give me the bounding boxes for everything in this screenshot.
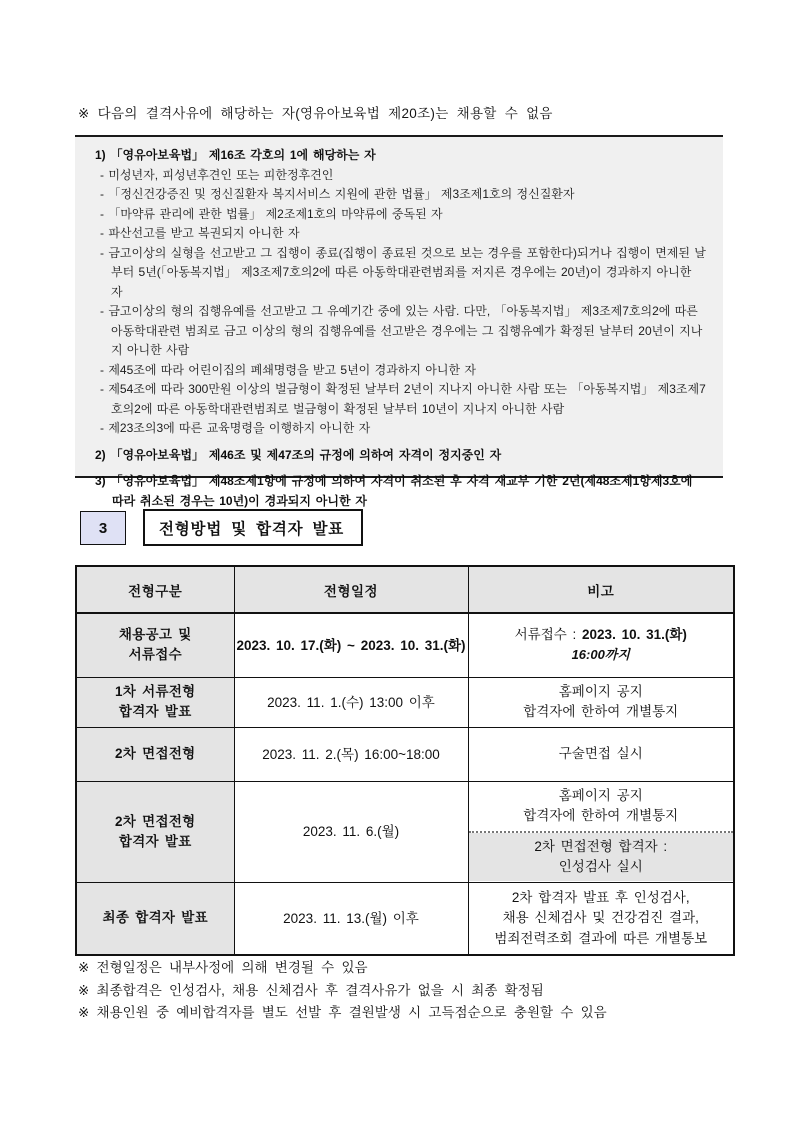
note-line: 2차 합격자 발표 후 인성검사,: [511, 889, 690, 905]
table-row: [76, 677, 734, 727]
cell-category: [76, 613, 234, 677]
column-header-note: 비고: [468, 566, 734, 613]
bullet-item: - 금고이상의 형의 집행유예를 선고받고 그 유예기간 중에 있는 사람. 다만, 「아동복지법」 제3조제7호의2에 따른 아동학대관련 범죄로 금고 이상의 형의 집행유예를 선고받은 경우에는 그 집행유예가 확정된 날부터 20년이 지나지 아니한 사람: [100, 304, 703, 357]
cell-schedule: 2023. 11. 6.(월): [234, 781, 468, 882]
section-title: 전형방법 및 합격자 발표: [143, 509, 363, 546]
cell-category: [76, 882, 234, 955]
note-line: 채용 신체검사 및 건강검진 결과,: [502, 910, 699, 925]
law-item-1-title: 1) 「영유아보육법」 제16조 각호의 1에 해당하는 자: [95, 148, 376, 162]
footnote: ※ 최종합격은 인성검사, 채용 신체검사 후 결격사유가 없을 시 최종 확정됨: [78, 982, 544, 998]
cell-note: [468, 677, 734, 727]
table-row: [76, 882, 734, 955]
selection-schedule-table: [75, 565, 735, 956]
note-prefix: 서류접수 :: [514, 627, 583, 643]
cell-category: [76, 781, 234, 882]
footnote: ※ 전형일정은 내부사정에 의해 변경될 수 있음: [78, 960, 368, 975]
bullet-item: - 「마약류 관리에 관한 법률」 제2조제1호의 마약류에 중독된 자: [100, 206, 443, 221]
note-subcell-top: [469, 782, 734, 831]
table-row: [76, 613, 734, 677]
note-line: 합격자에 한하여 개별통지: [523, 808, 679, 823]
note-line: 홈페이지 공지: [558, 788, 643, 803]
bullet-item: - 제23조의3에 따른 교육명령을 이행하지 아니한 자: [100, 421, 371, 435]
cell-note-split: [468, 781, 734, 882]
cell-schedule: 2023. 11. 13.(월) 이후: [234, 882, 468, 955]
cell-category: [76, 727, 234, 781]
note-line: 구술면접 실시: [558, 746, 643, 761]
bullet-item: - 파산선고를 받고 복권되지 아니한 자: [100, 226, 300, 240]
column-header-schedule: 전형일정: [234, 566, 468, 613]
category-line: 채용공고 및: [118, 627, 192, 643]
category-line: 합격자 발표: [118, 833, 192, 849]
category-line: 2차 면접전형: [114, 746, 196, 761]
cell-note: [468, 613, 734, 677]
category-line: 최종 합격자 발표: [102, 910, 208, 926]
note-subcell-bottom: [469, 833, 734, 881]
cell-schedule: 2023. 11. 2.(목) 16:00~18:00: [234, 727, 468, 781]
law-item-3: 3) 「영유아보육법」 제48조제1항에 규정에 의하여 자격이 취소된 후 자격 재교부 기한 2년(제48조제1항제3호에 따라 취소된 경우는 10년)이 경과되지 아니한 자: [95, 474, 693, 508]
law-item-2: 2) 「영유아보육법」 제46조 및 제47조의 규정에 의하여 자격이 정지중인 자: [95, 447, 502, 462]
table-header-row: [76, 566, 734, 613]
category-line: 합격자 발표: [118, 704, 192, 719]
cell-note: [468, 882, 734, 955]
table-row: [76, 727, 734, 781]
footnotes: [78, 957, 607, 1025]
category-line: 2차 면접전형: [114, 813, 196, 829]
note-deadline-time: 16:00까지: [571, 647, 630, 663]
table-row: [76, 781, 734, 882]
cell-note: [468, 727, 734, 781]
note-line: 홈페이지 공지: [558, 684, 643, 699]
disqualification-note-heading: ※ 다음의 결격사유에 해당하는 자(영유아보육법 제20조)는 채용할 수 없음: [78, 106, 553, 121]
cell-category: [76, 677, 234, 727]
note-date: 2023. 10. 31.(화): [582, 627, 687, 643]
note-line: 합격자에 한하여 개별통지: [523, 704, 679, 719]
cell-schedule: 2023. 10. 17.(화) ~ 2023. 10. 31.(화): [234, 613, 468, 677]
bullet-item: - 금고이상의 실형을 선고받고 그 집행이 종료(집행이 종료된 것으로 보는 경우를 포함한다)되거나 집행이 면제된 날부터 5년(「아동복지법」 제3조제7호의2에 따른 아동학대관련범죄를 저지른 경우에는 20년)이 경과하지 아니한 자: [100, 245, 706, 299]
cell-schedule: 2023. 11. 1.(수) 13:00 이후: [234, 677, 468, 727]
column-header-category: 전형구분: [76, 566, 234, 613]
note-line: 범죄전력조회 결과에 따른 개별통보: [494, 930, 708, 946]
footnote: ※ 채용인원 중 예비합격자를 별도 선발 후 결원발생 시 고득점순으로 충원할 수 있음: [78, 1005, 607, 1020]
category-line: 1차 서류전형: [114, 684, 196, 699]
bullet-item: - 제54조에 따라 300만원 이상의 벌금형이 확정된 날부터 2년이 지나지 아니한 사람 또는 「아동복지법」 제3조제7호의2에 따른 아동학대관련범죄로 벌금형이 확정된 날부터 10년이 지나지 아니한 사람: [100, 382, 706, 416]
note-line: [469, 625, 734, 645]
bullet-item: - 제45조에 따라 어린이집의 폐쇄명령을 받고 5년이 경과하지 아니한 자: [100, 362, 477, 377]
note-line: 2차 면접전형 합격자 :: [534, 838, 668, 854]
category-line: 서류접수: [128, 647, 182, 663]
disqualification-box: [75, 135, 723, 508]
note-line: 인성검사 실시: [558, 858, 643, 874]
section-number-badge: 3: [80, 511, 126, 545]
bullet-item: - 「정신건강증진 및 정신질환자 복지서비스 지원에 관한 법률」 제3조제1호의 정신질환자: [100, 187, 575, 201]
bullet-item: - 미성년자, 피성년후견인 또는 피한정후견인: [100, 167, 334, 182]
